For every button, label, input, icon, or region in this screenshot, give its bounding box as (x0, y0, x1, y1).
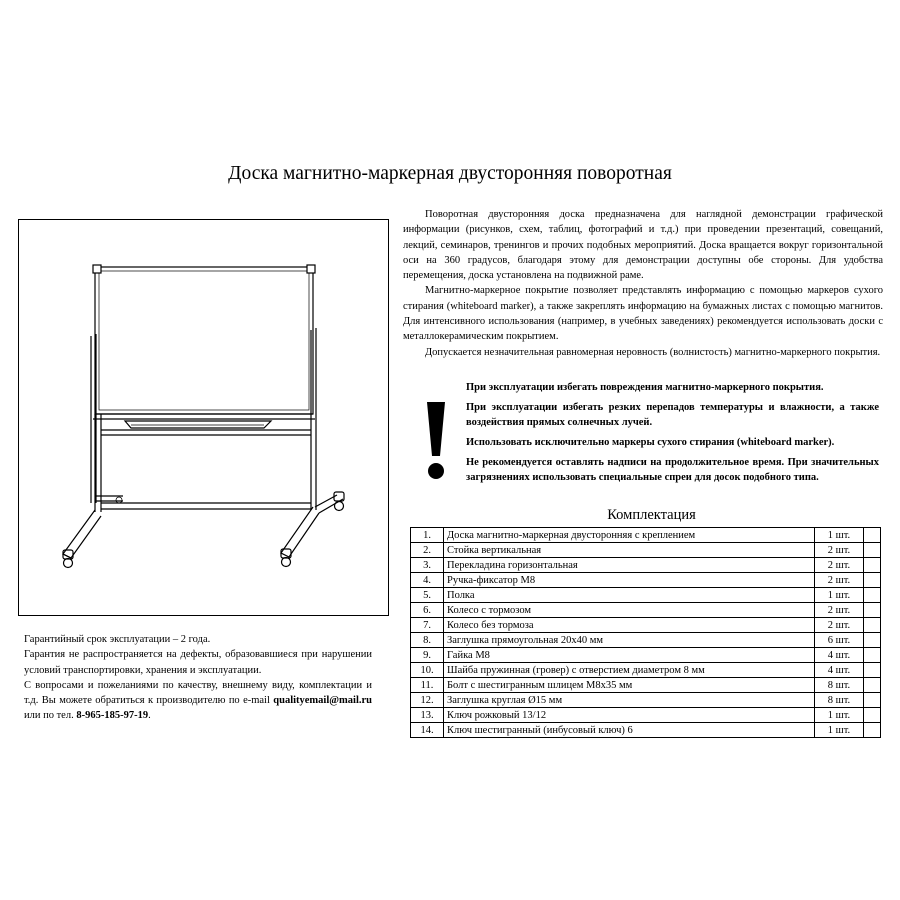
kit-item-name: Стойка вертикальная (444, 543, 815, 558)
kit-spacer-cell (864, 648, 881, 663)
kit-item-qty: 1 шт. (815, 528, 864, 543)
kit-spacer-cell (864, 573, 881, 588)
kit-table (410, 527, 881, 738)
warning-item: Использовать исключительно маркеры сухого стирания (whiteboard marker). (466, 437, 835, 448)
description-paragraph: Магнитно-маркерное покрытие позволяет представлять информацию с помощью маркеров сухого стирания (whiteboard marker), а также закреплять информацию на бумажных листах с помощью магнитов. Для интенсивного использования (например, в учебных заведениях) рекомендуется использовать доски с металлокерамическим покрытием. (403, 285, 883, 343)
kit-item-qty: 1 шт. (815, 708, 864, 723)
kit-item-name: Колесо с тормозом (444, 603, 815, 618)
table-row (411, 723, 881, 738)
table-row (411, 663, 881, 678)
kit-item-name: Полка (444, 588, 815, 603)
kit-item-number: 10. (411, 663, 444, 678)
kit-spacer-cell (864, 603, 881, 618)
description-paragraph: Поворотная двусторонняя доска предназначена для наглядной демонстрации графической информации (рисунков, схем, таблиц, фотографий и т.д.) при проведении презентаций, совещаний, лекций, семинаров, тренингов и прочих подобных мероприятий. Доска вращается вокруг горизонтальной оси на 360 градусов, благодаря этому для демонстрации доступны обе стороны. Для удобства перемещения, доска установлена на подвижной раме. (403, 209, 883, 282)
kit-item-qty: 8 шт. (815, 693, 864, 708)
contact-end: . (148, 710, 151, 722)
warning-item: При эксплуатации избегать резких перепадов температуры и влажности, а также воздействия прямых солнечных лучей. (466, 402, 879, 428)
kit-spacer-cell (864, 708, 881, 723)
table-row (411, 543, 881, 558)
kit-item-number: 4. (411, 573, 444, 588)
kit-item-number: 12. (411, 693, 444, 708)
exclamation-icon (421, 402, 451, 480)
whiteboard-stand-drawing (19, 220, 390, 617)
kit-item-number: 14. (411, 723, 444, 738)
kit-item-number: 8. (411, 633, 444, 648)
table-row (411, 603, 881, 618)
table-row (411, 558, 881, 573)
kit-item-qty: 6 шт. (815, 633, 864, 648)
kit-item-name: Ключ рожковый 13/12 (444, 708, 815, 723)
kit-spacer-cell (864, 558, 881, 573)
contact-email: qualityemail@mail.ru (273, 695, 372, 707)
warranty-info (24, 632, 372, 724)
kit-item-number: 13. (411, 708, 444, 723)
warning-item: Не рекомендуется оставлять надписи на продолжительное время. При значительных загрязнениях использовать специальные спреи для досок подобного типа. (466, 457, 879, 483)
kit-item-qty: 8 шт. (815, 678, 864, 693)
kit-item-name: Гайка М8 (444, 648, 815, 663)
kit-spacer-cell (864, 678, 881, 693)
table-row (411, 678, 881, 693)
kit-spacer-cell (864, 528, 881, 543)
kit-spacer-cell (864, 693, 881, 708)
kit-item-number: 2. (411, 543, 444, 558)
table-row (411, 633, 881, 648)
kit-item-name: Заглушка круглая Ø15 мм (444, 693, 815, 708)
table-row (411, 618, 881, 633)
kit-item-number: 1. (411, 528, 444, 543)
kit-item-number: 3. (411, 558, 444, 573)
kit-spacer-cell (864, 663, 881, 678)
kit-item-name: Колесо без тормоза (444, 618, 815, 633)
kit-item-name: Доска магнитно-маркерная двусторонняя с креплением (444, 528, 815, 543)
kit-item-number: 6. (411, 603, 444, 618)
table-row (411, 648, 881, 663)
product-description (403, 207, 883, 360)
table-row (411, 528, 881, 543)
kit-item-number: 5. (411, 588, 444, 603)
table-row (411, 693, 881, 708)
kit-item-name: Ручка-фиксатор М8 (444, 573, 815, 588)
kit-item-qty: 1 шт. (815, 588, 864, 603)
kit-item-qty: 4 шт. (815, 648, 864, 663)
kit-item-number: 7. (411, 618, 444, 633)
kit-item-name: Заглушка прямоугольная 20х40 мм (444, 633, 815, 648)
kit-item-name: Перекладина горизонтальная (444, 558, 815, 573)
table-row (411, 573, 881, 588)
kit-item-number: 9. (411, 648, 444, 663)
warranty-period: Гарантийный срок эксплуатации – 2 года. (24, 634, 211, 645)
contact-info (24, 678, 372, 724)
kit-item-qty: 1 шт. (815, 723, 864, 738)
kit-item-number: 11. (411, 678, 444, 693)
kit-item-qty: 2 шт. (815, 603, 864, 618)
description-paragraph: Допускается незначительная равномерная неровность (волнистость) магнитно-маркерного покрытия. (425, 346, 881, 358)
table-row (411, 708, 881, 723)
warranty-exclusions: Гарантия не распространяется на дефекты, образовавшиеся при нарушении условий транспортировки, хранения и эксплуатации. (24, 649, 372, 676)
warnings-block (466, 380, 879, 490)
kit-item-qty: 2 шт. (815, 618, 864, 633)
phone-prefix: или по тел. (24, 710, 77, 722)
kit-item-name: Шайба пружинная (гровер) с отверстием диаметром 8 мм (444, 663, 815, 678)
product-illustration-frame (18, 219, 389, 616)
kit-item-qty: 2 шт. (815, 573, 864, 588)
kit-item-name: Ключ шестигранный (инбусовый ключ) 6 (444, 723, 815, 738)
kit-spacer-cell (864, 588, 881, 603)
contact-prefix: С вопросами и пожеланиями по качеству, внешнему виду, комплектации и т.д. Вы можете обратиться к производителю по e-mail (24, 679, 372, 707)
kit-item-name: Болт с шестигранным шлицем М8х35 мм (444, 678, 815, 693)
kit-item-qty: 2 шт. (815, 558, 864, 573)
warning-item: При эксплуатации избегать повреждения магнитно-маркерного покрытия. (466, 382, 824, 393)
kit-spacer-cell (864, 633, 881, 648)
table-row (411, 588, 881, 603)
kit-spacer-cell (864, 618, 881, 633)
kit-heading: Комплектация (607, 507, 696, 523)
kit-item-qty: 2 шт. (815, 543, 864, 558)
kit-spacer-cell (864, 543, 881, 558)
kit-item-qty: 4 шт. (815, 663, 864, 678)
kit-spacer-cell (864, 723, 881, 738)
contact-phone: 8-965-185-97-19 (76, 710, 149, 722)
page-title: Доска магнитно-маркерная двусторонняя поворотная (228, 163, 672, 184)
